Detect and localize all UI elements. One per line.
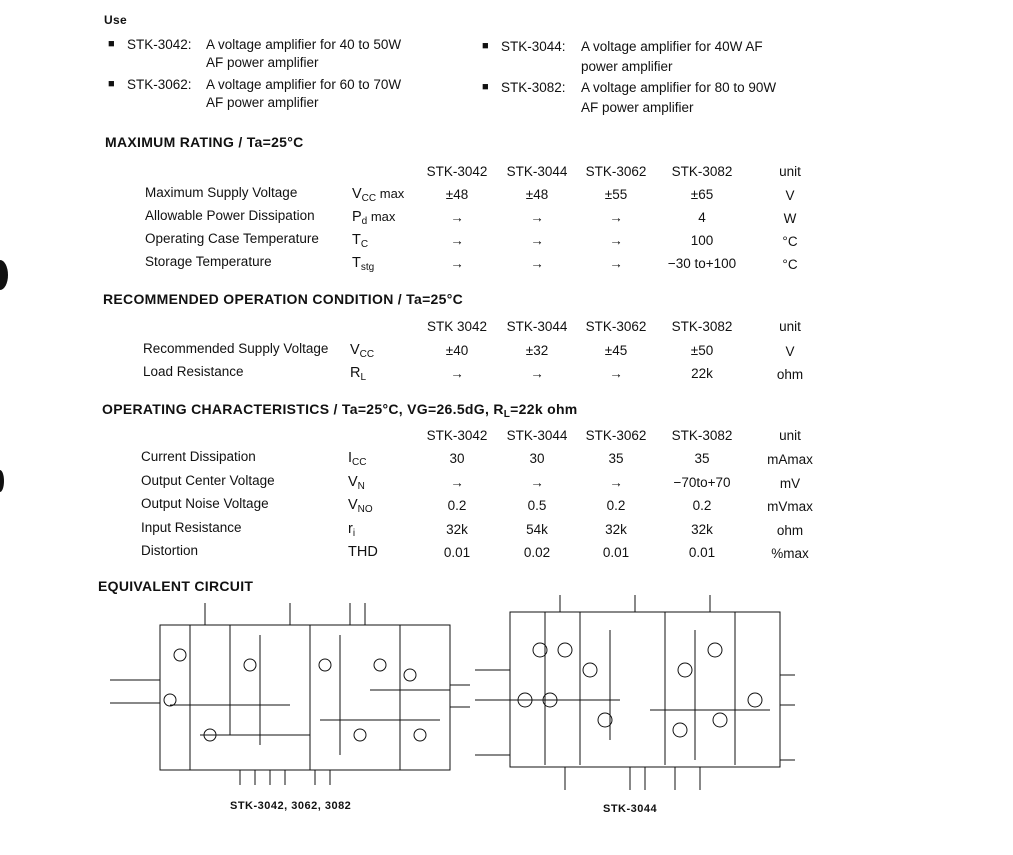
table-cell: →: [450, 366, 464, 381]
use-line1: A voltage amplifier for 80 to 90W: [581, 80, 777, 95]
row-label: Storage Temperature: [145, 254, 272, 269]
table-cell: ±55: [604, 187, 628, 202]
use-line2: power amplifier: [581, 59, 673, 74]
column-header: STK-3044: [506, 164, 568, 179]
table-cell: →: [609, 474, 623, 490]
section-title: [103, 291, 463, 307]
symbol-main: V: [348, 473, 358, 490]
table-cell: ±32: [525, 343, 549, 358]
use-line1: A voltage amplifier for 40 to 50W: [206, 37, 402, 52]
use-line2: AF power amplifier: [206, 95, 319, 110]
table-cell: 0.2: [692, 498, 712, 513]
unit-cell: mAmax: [767, 452, 813, 467]
unit-cell: ohm: [776, 522, 804, 538]
column-header: STK-3044: [506, 428, 568, 443]
circuit-diagram-left: [110, 595, 470, 790]
table-cell: 35: [694, 451, 710, 466]
unit-cell: mV: [779, 475, 801, 491]
symbol-main: P: [352, 209, 362, 225]
column-header: STK-3042: [426, 164, 488, 179]
bullet-icon: ■: [108, 78, 115, 90]
row-label: Distortion: [141, 543, 199, 558]
column-header: STK-3082: [671, 319, 733, 334]
row-label: Allowable Power Dissipation: [145, 208, 315, 223]
table-cell: →: [450, 474, 464, 490]
symbol-main: V: [348, 497, 358, 513]
use-part: STK-3062:: [127, 77, 192, 92]
use-line2: AF power amplifier: [206, 55, 319, 70]
table-cell: 0.2: [606, 498, 626, 513]
right-circuit-caption: STK-3044: [603, 803, 658, 815]
symbol-main: r: [348, 520, 353, 537]
table-cell: ±50: [690, 343, 714, 358]
use-heading: Use: [104, 13, 127, 27]
table-cell: 35: [608, 451, 624, 466]
table-cell: 54k: [526, 521, 548, 537]
row-label: Input Resistance: [141, 519, 242, 535]
symbol-sub: CC: [359, 349, 375, 360]
section-title-sub: L: [503, 409, 511, 420]
table-cell: 0.5: [527, 498, 547, 513]
row-symbol: [352, 186, 404, 202]
scan-mark: [0, 260, 8, 290]
column-header: STK-3062: [585, 164, 647, 179]
table-cell: →: [609, 256, 623, 271]
symbol-main: V: [352, 186, 362, 202]
unit-cell: V: [785, 188, 795, 203]
section-title: [102, 401, 578, 420]
table-cell: →: [530, 233, 544, 248]
symbol-main: R: [350, 365, 361, 381]
unit-cell: V: [785, 344, 795, 359]
bullet-icon: ■: [108, 38, 115, 50]
table-cell: →: [609, 233, 623, 248]
column-header: unit: [779, 319, 801, 334]
column-header: STK-3062: [585, 319, 647, 334]
column-header: STK 3042: [426, 319, 488, 334]
scan-mark: [0, 470, 4, 492]
table-cell: →: [450, 233, 464, 248]
table-cell: 0.2: [447, 498, 467, 513]
table-cell: →: [530, 474, 544, 490]
table-cell: 0.01: [443, 545, 471, 560]
table-cell: ±65: [690, 187, 714, 202]
table-cell: →: [530, 366, 544, 381]
row-symbol: [348, 450, 366, 466]
table-cell: ±48: [445, 187, 469, 202]
column-header: STK-3042: [426, 428, 488, 443]
row-symbol: [348, 497, 373, 513]
symbol-main: V: [350, 342, 360, 358]
section-title: [105, 134, 304, 150]
use-part: STK-3044:: [501, 39, 566, 54]
table-cell: ±40: [445, 343, 469, 358]
use-part: STK-3042:: [127, 37, 192, 52]
section-title-text: OPERATING CHARACTERISTICS / Ta=25°C, VG=26.5dG, R: [102, 401, 504, 417]
column-header: STK-3062: [585, 428, 647, 443]
bullet-icon: ■: [482, 40, 489, 52]
equivalent-circuit-heading: EQUIVALENT CIRCUIT: [98, 578, 254, 594]
table-cell: →: [450, 256, 464, 271]
row-label: Output Center Voltage: [141, 472, 275, 488]
symbol-sub: C: [360, 239, 369, 250]
row-symbol: [348, 521, 355, 537]
row-symbol: [352, 255, 374, 271]
row-label: Operating Case Temperature: [145, 231, 319, 246]
table-cell: 32k: [605, 521, 627, 537]
use-line1: A voltage amplifier for 40W AF: [581, 39, 763, 54]
unit-cell: W: [783, 211, 797, 226]
row-symbol: [352, 209, 395, 225]
unit-cell: %max: [771, 546, 809, 561]
bullet-icon: ■: [482, 81, 489, 93]
row-symbol: [348, 544, 378, 560]
column-header: unit: [779, 428, 801, 443]
symbol-sub: CC: [352, 457, 367, 468]
symbol-main: T: [352, 255, 361, 271]
section-title-end: =22k ohm: [510, 401, 578, 417]
table-cell: 30: [529, 451, 545, 466]
symbol-sub: stg: [360, 262, 375, 273]
table-cell: →: [450, 210, 464, 225]
column-header: STK-3082: [671, 164, 733, 179]
row-label: Output Noise Voltage: [141, 496, 269, 511]
table-cell: →: [609, 366, 623, 381]
table-cell: 32k: [691, 521, 713, 537]
table-cell: →: [530, 210, 544, 225]
table-cell: ±48: [525, 187, 549, 202]
unit-cell: mVmax: [767, 499, 813, 514]
symbol-main: T: [352, 232, 361, 248]
unit-cell: °C: [782, 257, 798, 272]
row-label: Maximum Supply Voltage: [145, 185, 298, 200]
table-cell: −30 to+100: [667, 256, 737, 271]
symbol-sub: N: [357, 480, 365, 492]
table-cell: 0.01: [602, 545, 630, 560]
symbol-main: I: [348, 450, 353, 466]
row-symbol: [352, 232, 368, 248]
table-cell: →: [530, 256, 544, 271]
table-cell: 32k: [446, 521, 468, 537]
table-cell: 100: [690, 233, 714, 248]
use-line1: A voltage amplifier for 60 to 70W: [206, 77, 402, 92]
symbol-sub: NO: [357, 504, 373, 515]
symbol-main: THD: [348, 544, 378, 560]
table-cell: −70to+70: [673, 474, 731, 490]
section-title-text: MAXIMUM RATING / Ta=25°C: [105, 134, 304, 150]
unit-cell: ohm: [776, 367, 804, 382]
circuit-diagram-right: [470, 590, 800, 800]
section-title-text: RECOMMENDED OPERATION CONDITION / Ta=25°C: [103, 291, 464, 307]
table-cell: 30: [449, 451, 465, 466]
column-header: unit: [779, 164, 801, 179]
table-cell: 4: [698, 210, 706, 225]
row-symbol: [348, 474, 365, 490]
table-cell: 0.02: [523, 545, 551, 560]
table-cell: 0.01: [688, 545, 716, 560]
unit-cell: °C: [782, 234, 798, 249]
table-cell: →: [609, 210, 623, 225]
symbol-sub: d: [361, 216, 368, 227]
symbol-suffix: max: [367, 209, 396, 224]
table-cell: ±45: [604, 343, 628, 358]
symbol-sub: L: [360, 372, 367, 383]
row-label: Load Resistance: [143, 364, 244, 379]
use-line2: AF power amplifier: [581, 100, 694, 115]
symbol-sub: i: [352, 527, 356, 539]
table-cell: 22k: [691, 366, 713, 381]
row-label: Recommended Supply Voltage: [143, 341, 329, 356]
row-symbol: [350, 365, 366, 381]
symbol-sub: CC: [361, 193, 377, 204]
column-header: STK-3082: [671, 428, 733, 443]
row-label: Current Dissipation: [141, 449, 256, 464]
left-circuit-caption: STK-3042, 3062, 3082: [230, 800, 352, 812]
row-symbol: [350, 342, 374, 358]
column-header: STK-3044: [506, 319, 568, 334]
symbol-suffix: max: [376, 186, 405, 201]
use-part: STK-3082:: [501, 80, 566, 95]
